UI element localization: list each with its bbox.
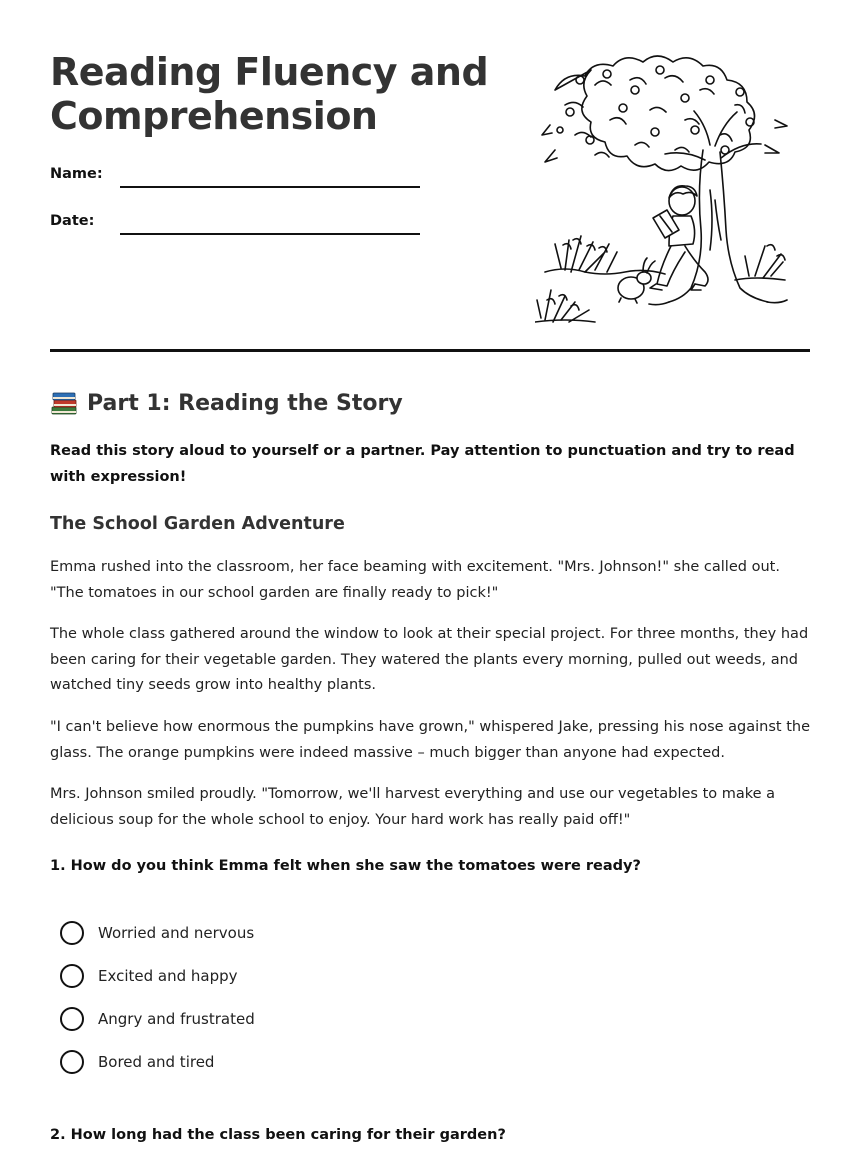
radio-button[interactable] [60, 1050, 84, 1074]
date-field[interactable] [50, 213, 430, 243]
name-field[interactable] [50, 166, 430, 196]
radio-button[interactable] [60, 964, 84, 988]
tree-canopy [542, 56, 787, 171]
radio-button[interactable] [60, 921, 84, 945]
story-paragraph-4: Mrs. Johnson smiled proudly. "Tomorrow, we'll harvest everything and use our vegetables to make a delicious soup for the whole school to enjoy. Your hard work has really paid off!" [50, 786, 776, 828]
question-1-option-3[interactable] [60, 1006, 255, 1032]
option-label: Worried and nervous [98, 924, 255, 942]
story-paragraph-3: "I can't believe how enormous the pumpkins have grown," whispered Jake, pressing his nose against the glass. The orange pumpkins were indeed massive – much bigger than anyone had expected. [50, 719, 811, 761]
question-1-option-1[interactable] [60, 920, 254, 946]
tree-trunk [649, 111, 787, 305]
date-write-line[interactable] [120, 233, 420, 235]
books-icon [50, 391, 78, 417]
part1-heading [50, 388, 403, 420]
question-1-option-4[interactable] [60, 1049, 214, 1075]
story-paragraph-1: Emma rushed into the classroom, her face beaming with excitement. "Mrs. Johnson!" she called out. "The tomatoes in our school garden are finally ready to pick!" [50, 559, 780, 601]
radio-button[interactable] [60, 1007, 84, 1031]
question-2: 2. How long had the class been caring for their garden? [50, 1127, 506, 1143]
header-divider [50, 349, 810, 352]
option-label: Excited and happy [98, 967, 238, 985]
reading-instructions: Read this story aloud to yourself or a partner. Pay attention to punctuation and try to read with expression! [50, 443, 795, 485]
title-line-1: Reading Fluency and [50, 50, 489, 94]
option-label: Bored and tired [98, 1053, 215, 1071]
rabbit-figure [618, 258, 655, 303]
title-line-2: Comprehension [50, 94, 378, 138]
story-paragraph-2: The whole class gathered around the window to look at their special project. For three months, they had been caring for their vegetable garden. They watered the plants every morning, pulled out weeds, and watched tiny seeds grow into healthy plants. [50, 626, 809, 693]
option-label: Angry and frustrated [98, 1010, 255, 1028]
story-title: The School Garden Adventure [50, 514, 345, 534]
name-write-line[interactable] [120, 186, 420, 188]
page-title [50, 50, 490, 138]
date-label: Date: [50, 213, 95, 229]
grass-shrubs [535, 236, 785, 322]
name-label: Name: [50, 166, 103, 182]
part1-heading-text: Part 1: Reading the Story [87, 391, 403, 416]
question-1-option-2[interactable] [60, 963, 238, 989]
boy-reading-under-tree-illustration [535, 50, 795, 328]
question-1: 1. How do you think Emma felt when she saw the tomatoes were ready? [50, 858, 641, 874]
